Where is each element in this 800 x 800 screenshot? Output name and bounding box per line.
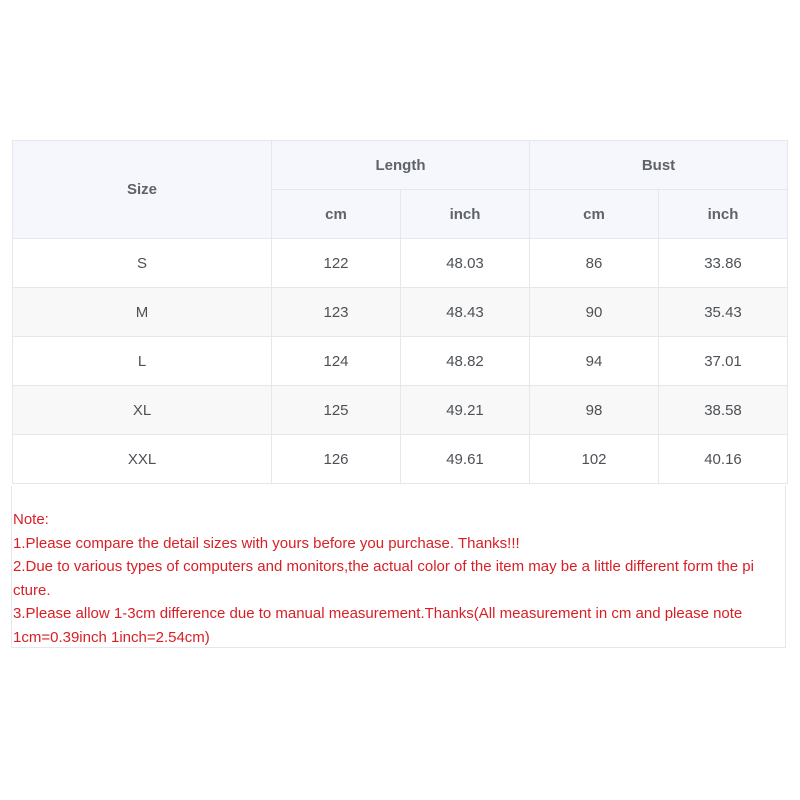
length-inch-cell: 48.82 xyxy=(401,337,530,386)
length-cm-cell: 125 xyxy=(272,386,401,435)
size-cell: XXL xyxy=(13,435,272,484)
note-line: 1.Please compare the detail sizes with yours before you purchase. Thanks!!! xyxy=(13,534,520,552)
length-cm-header: cm xyxy=(272,190,401,239)
group-header-row xyxy=(13,141,788,190)
length-inch-header: inch xyxy=(401,190,530,239)
bust-inch-header: inch xyxy=(659,190,788,239)
bust-inch-cell: 33.86 xyxy=(659,239,788,288)
bust-cm-cell: 86 xyxy=(530,239,659,288)
table-row xyxy=(13,435,788,484)
length-cm-cell: 126 xyxy=(272,435,401,484)
size-cell: M xyxy=(13,288,272,337)
bust-cm-cell: 90 xyxy=(530,288,659,337)
table-row xyxy=(13,337,788,386)
note-heading: Note: xyxy=(13,511,49,528)
note-box xyxy=(11,486,786,648)
bust-group-header: Bust xyxy=(530,141,788,190)
length-cm-cell: 124 xyxy=(272,337,401,386)
table-row xyxy=(13,239,788,288)
length-inch-cell: 49.21 xyxy=(401,386,530,435)
length-inch-cell: 48.43 xyxy=(401,288,530,337)
bust-cm-cell: 98 xyxy=(530,386,659,435)
note-line: cture. xyxy=(13,581,51,599)
bust-cm-cell: 102 xyxy=(530,435,659,484)
table-row xyxy=(13,288,788,337)
length-inch-cell: 49.61 xyxy=(401,435,530,484)
bust-inch-cell: 35.43 xyxy=(659,288,788,337)
length-group-header: Length xyxy=(272,141,530,190)
bust-inch-cell: 37.01 xyxy=(659,337,788,386)
note-line: 1cm=0.39inch 1inch=2.54cm) xyxy=(13,628,210,646)
note-line: 3.Please allow 1-3cm difference due to manual measurement.Thanks(All measurement in cm and please note xyxy=(13,605,743,622)
bust-inch-cell: 40.16 xyxy=(659,435,788,484)
bust-inch-cell: 38.58 xyxy=(659,386,788,435)
size-cell: L xyxy=(13,337,272,386)
size-cell: S xyxy=(13,239,272,288)
size-chart-table xyxy=(12,140,788,484)
size-cell: XL xyxy=(13,386,272,435)
table-row xyxy=(13,386,788,435)
bust-cm-header: cm xyxy=(530,190,659,239)
note-line: 2.Due to various types of computers and monitors,the actual color of the item may be a little different form the pi xyxy=(13,558,754,575)
length-cm-cell: 122 xyxy=(272,239,401,288)
length-cm-cell: 123 xyxy=(272,288,401,337)
size-column-header: Size xyxy=(13,141,272,239)
bust-cm-cell: 94 xyxy=(530,337,659,386)
length-inch-cell: 48.03 xyxy=(401,239,530,288)
